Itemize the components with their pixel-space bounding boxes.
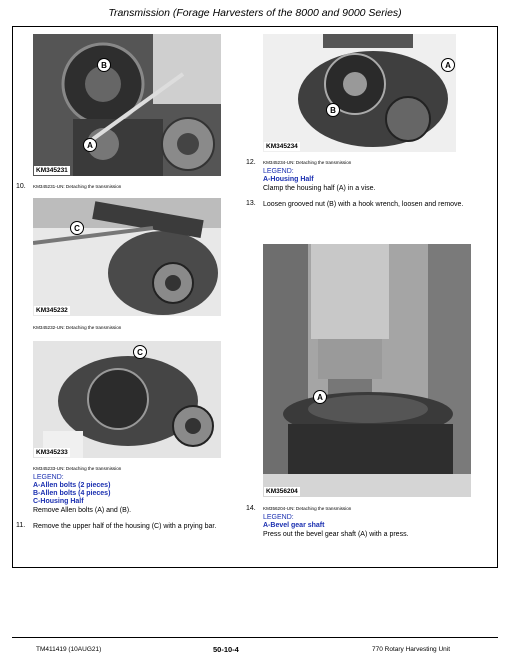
photo-km345232 [33, 198, 221, 316]
housing-half-illustration [33, 341, 221, 458]
press-illustration [263, 244, 471, 497]
legend-figure-5 [263, 514, 324, 530]
footer-divider [12, 637, 498, 638]
step-text: Remove the upper half of the housing (C) with a prying bar. [33, 523, 217, 530]
legend-figure-4 [263, 168, 314, 184]
figure-caption: KM345234-UN: Detaching the transmission [263, 160, 352, 165]
instruction-text: Remove Allen bolts (A) and (B). [33, 507, 132, 514]
figure-caption: KM345232-UN: Detaching the transmission [33, 325, 122, 330]
photo-km345231 [33, 34, 221, 176]
step-text: Press out the bevel gear shaft (A) with a press. [263, 531, 409, 538]
legend-item: A-Housing Half [263, 176, 314, 183]
step-number: 13. [246, 200, 256, 207]
housing-vise-illustration [263, 34, 456, 152]
legend-item: A-Allen bolts (2 pieces) [33, 482, 111, 489]
photo-km345234 [263, 34, 456, 152]
callout-a: A [313, 390, 327, 404]
figure-id-label: KM356204 [266, 488, 298, 495]
figure-caption: KM345231-UN: Detaching the transmission [33, 184, 122, 189]
figure-id-label: KM345234 [266, 143, 298, 150]
page-header-title: Transmission (Forage Harvesters of the 8000 and 9000 Series) [108, 7, 402, 19]
legend-item: A-Bevel gear shaft [263, 522, 325, 529]
step-number: 11. [16, 522, 26, 529]
legend-item: C-Housing Half [33, 498, 84, 505]
legend-title: LEGEND: [263, 514, 294, 521]
callout-b: B [97, 58, 111, 72]
figure-id-label: KM345233 [36, 449, 68, 456]
figure-id-label: KM345231 [36, 167, 68, 174]
step-number: 14. [246, 505, 256, 512]
legend-title: LEGEND: [263, 168, 294, 175]
callout-a: A [441, 58, 455, 72]
footer-product: 770 Rotary Harvesting Unit [372, 646, 451, 653]
callout-c: C [133, 345, 147, 359]
callout-b: B [326, 103, 340, 117]
figure-caption: KM345233-UN: Detaching the transmission [33, 466, 122, 471]
step-text: Clamp the housing half (A) in a vise. [263, 185, 376, 192]
legend-figure-3 [33, 474, 110, 506]
footer-page-number: 50-10-4 [213, 645, 239, 654]
photo-km356204 [263, 244, 471, 497]
footer-doc-id: TM411419 (10AUG21) [36, 646, 102, 653]
step-number: 10. [16, 183, 26, 190]
figure-caption: KM356204-UN: Detaching the transmission [263, 506, 352, 511]
gear-housing-illustration [33, 34, 221, 176]
callout-a: A [83, 138, 97, 152]
housing-pry-illustration [33, 198, 221, 316]
step-text: Loosen grooved nut (B) with a hook wrench, loosen and remove. [263, 201, 464, 208]
callout-c: C [70, 221, 84, 235]
figure-id-label: KM345232 [36, 307, 68, 314]
legend-title: LEGEND: [33, 474, 64, 481]
photo-km345233 [33, 341, 221, 458]
step-number: 12. [246, 159, 256, 166]
legend-item: B-Allen bolts (4 pieces) [33, 490, 111, 497]
